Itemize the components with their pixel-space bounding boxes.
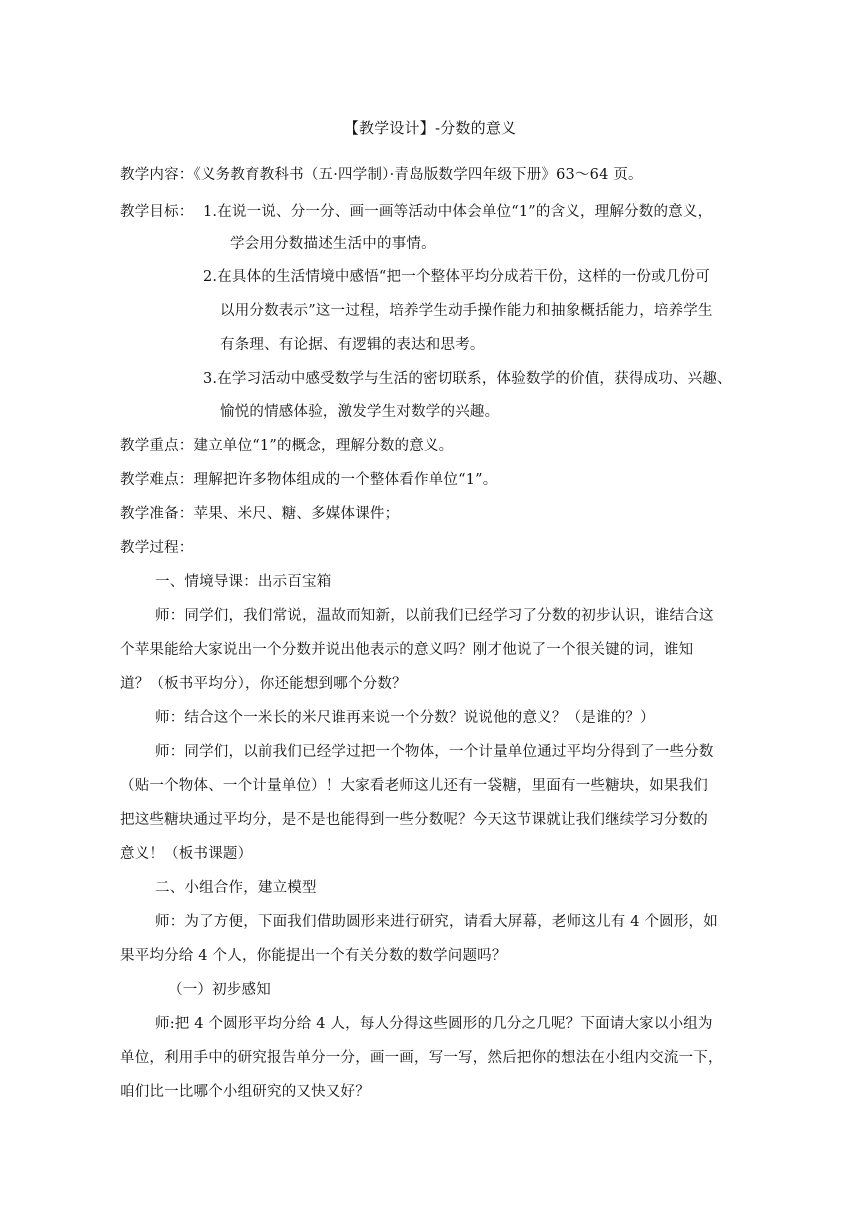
section-2-heading: 二、小组合作，建立模型 [155, 880, 317, 896]
paragraph-1-line-2: 个苹果能给大家说出一个分数并说出他表示的意义吗？刚才他说了一个很关键的词，谁知 [120, 642, 694, 658]
paragraph-3-line-3: 把这些糖块通过平均分，是不是也能得到一些分数呢？今天这节课就让我们继续学习分数的 [120, 812, 708, 828]
goal-1-line-1: 1.在说一说、分一分、画一画等活动中体会单位“1”的含义，理解分数的意义， [203, 204, 713, 220]
paragraph-5-line-2: 单位，利用手中的研究报告单分一分，画一画，写一写，然后把你的想法在小组内交流一下， [120, 1050, 723, 1066]
goal-2-line-3: 有条理、有论据、有逻辑的表达和思考。 [220, 337, 485, 353]
key-point: 教学重点：建立单位“1”的概念，理解分数的意义。 [120, 438, 454, 454]
paragraph-3-line-2: （贴一个物体、一个计量单位）！大家看老师这儿还有一袋糖，里面有一些糖块，如果我们 [120, 778, 708, 794]
paragraph-3-line-1: 师：同学们，以前我们已经学过把一个物体，一个计量单位通过平均分得到了一些分数 [155, 744, 714, 760]
preparation: 教学准备：苹果、米尺、糖、多媒体课件； [120, 506, 400, 522]
difficulty: 教学难点：理解把许多物体组成的一个整体看作单位“1”。 [120, 472, 498, 488]
goal-1-line-2: 学会用分数描述生活中的事情。 [230, 236, 436, 252]
goal-3-line-2: 愉悦的情感体验，激发学生对数学的兴趣。 [220, 404, 500, 420]
document-title: 【教学设计】-分数的意义 [343, 119, 517, 137]
process-heading: 教学过程： [120, 540, 194, 556]
paragraph-5-line-1: 师:把 4 个圆形平均分给 4 人，每人分得这些圆形的几分之几呢？下面请大家以小组为 [155, 1016, 713, 1032]
goals-label: 教学目标： [120, 204, 194, 220]
paragraph-4-line-1: 师：为了方便，下面我们借助圆形来进行研究，请看大屏幕，老师这儿有 4 个圆形，如 [155, 914, 718, 930]
teaching-content: 教学内容：《义务教育教科书（五·四学制）·青岛版数学四年级下册》63～64 页。 [120, 167, 643, 183]
paragraph-5-line-3: 咱们比一比哪个小组研究的又快又好？ [120, 1084, 370, 1100]
paragraph-1-line-3: 道？（板书平均分），你还能想到哪个分数？ [120, 676, 407, 692]
paragraph-4-line-2: 果平均分给 4 个人，你能提出一个有关分数的数学问题吗？ [120, 948, 507, 964]
goal-3-line-1: 3.在学习活动中感受数学与生活的密切联系，体验数学的价值，获得成功、兴趣、 [203, 371, 732, 387]
paragraph-3-line-4: 意义！（板书课题） [120, 846, 253, 862]
goal-2-line-1: 2.在具体的生活情境中感悟“把一个整体平均分成若干份，这样的一份或几份可 [203, 269, 710, 285]
subsection-1-heading: （一）初步感知 [168, 982, 271, 998]
section-1-heading: 一、情境导课：出示百宝箱 [155, 574, 332, 590]
paragraph-1-line-1: 师：同学们，我们常说，温故而知新，以前我们已经学习了分数的初步认识，谁结合这 [155, 608, 714, 624]
paragraph-2-line-1: 师：结合这个一米长的米尺谁再来说一个分数？说说他的意义？（是谁的？） [155, 710, 655, 726]
goal-2-line-2: 以用分数表示”这一过程，培养学生动手操作能力和抽象概括能力，培养学生 [220, 303, 713, 319]
